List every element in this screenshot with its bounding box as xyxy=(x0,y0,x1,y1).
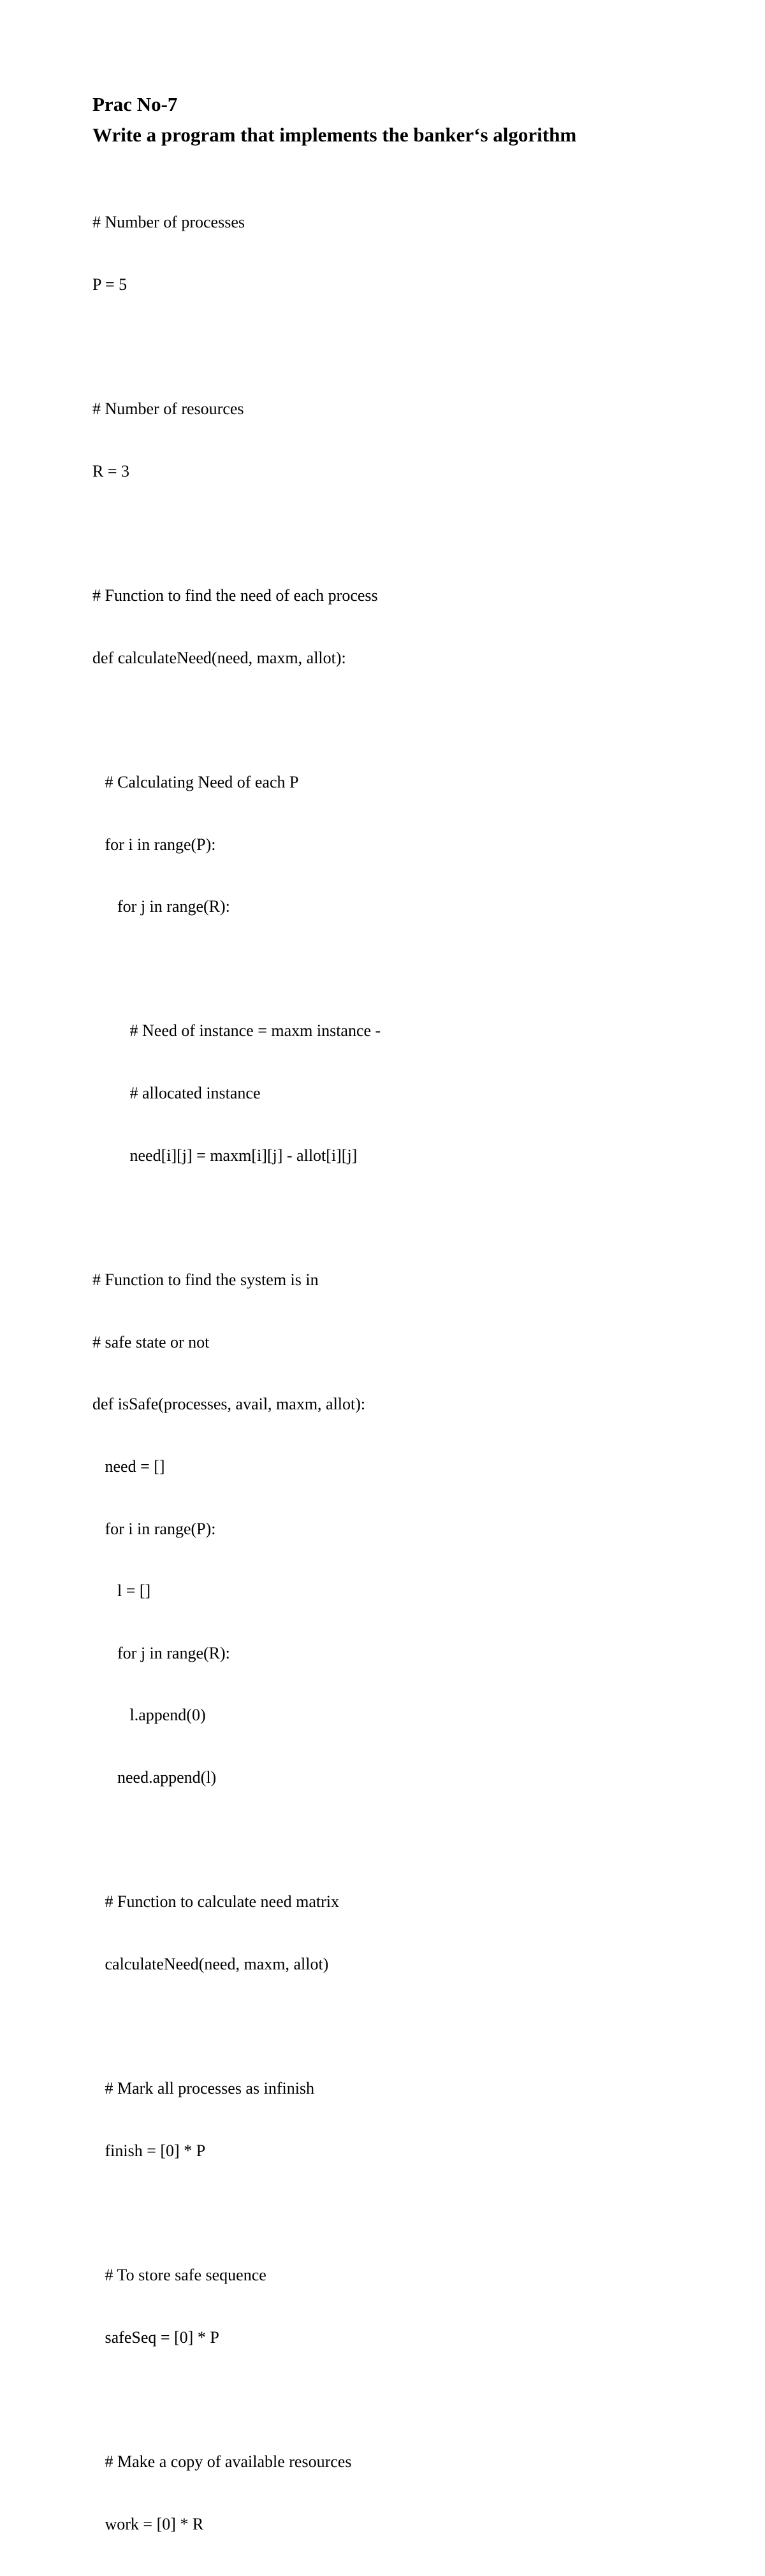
code-line xyxy=(92,2390,381,2411)
code-line: # Calculating Need of each P xyxy=(92,772,299,791)
code-line: need = [] xyxy=(92,1457,165,1476)
code-line: # Function to find the need of each process xyxy=(92,586,378,605)
code-line: l = [] xyxy=(92,1581,151,1601)
code-line: # safe state or not xyxy=(92,1332,210,1351)
code-line: P = 5 xyxy=(92,275,127,294)
code-line: need.append(l) xyxy=(92,1768,217,1787)
code-line xyxy=(92,2017,381,2038)
code-line: finish = [0] * P xyxy=(92,2141,206,2160)
code-line xyxy=(92,1207,381,1228)
code-listing xyxy=(92,171,381,2576)
code-line: def calculateNeed(need, maxm, allot): xyxy=(92,648,346,667)
code-line: need[i][j] = maxm[i][j] - allot[i][j] xyxy=(92,1146,358,1165)
code-line xyxy=(92,336,381,357)
code-line: for j in range(R): xyxy=(92,1643,230,1662)
code-line: # Function to find the system is in xyxy=(92,1270,319,1289)
code-line: # To store safe sequence xyxy=(92,2266,266,2285)
code-line: for j in range(R): xyxy=(92,897,230,916)
code-line: def isSafe(processes, avail, maxm, allot): xyxy=(92,1395,366,1414)
code-line: # Need of instance = maxm instance - xyxy=(92,1021,381,1040)
code-line xyxy=(92,710,381,731)
code-line: for i in range(P): xyxy=(92,1519,216,1538)
code-line: l.append(0) xyxy=(92,1706,206,1725)
practical-title: Prac No-7 xyxy=(92,93,178,115)
code-line: # Make a copy of available resources xyxy=(92,2452,352,2472)
code-line xyxy=(92,1830,381,1851)
code-line: # Mark all processes as infinish xyxy=(92,2079,315,2098)
code-line: # allocated instance xyxy=(92,1084,261,1103)
code-line: R = 3 xyxy=(92,461,130,480)
code-line: # Number of processes xyxy=(92,213,245,232)
code-line xyxy=(92,959,381,980)
code-line: for i in range(P): xyxy=(92,835,216,854)
practical-subtitle: Write a program that implements the banker‘s algorithm xyxy=(92,124,577,146)
code-line: # Function to calculate need matrix xyxy=(92,1892,339,1911)
code-line xyxy=(92,523,381,544)
code-line: safeSeq = [0] * P xyxy=(92,2328,219,2347)
code-line: calculateNeed(need, maxm, allot) xyxy=(92,1955,329,1974)
code-line xyxy=(92,2203,381,2224)
code-line: # Number of resources xyxy=(92,399,244,419)
code-line: work = [0] * R xyxy=(92,2514,204,2533)
